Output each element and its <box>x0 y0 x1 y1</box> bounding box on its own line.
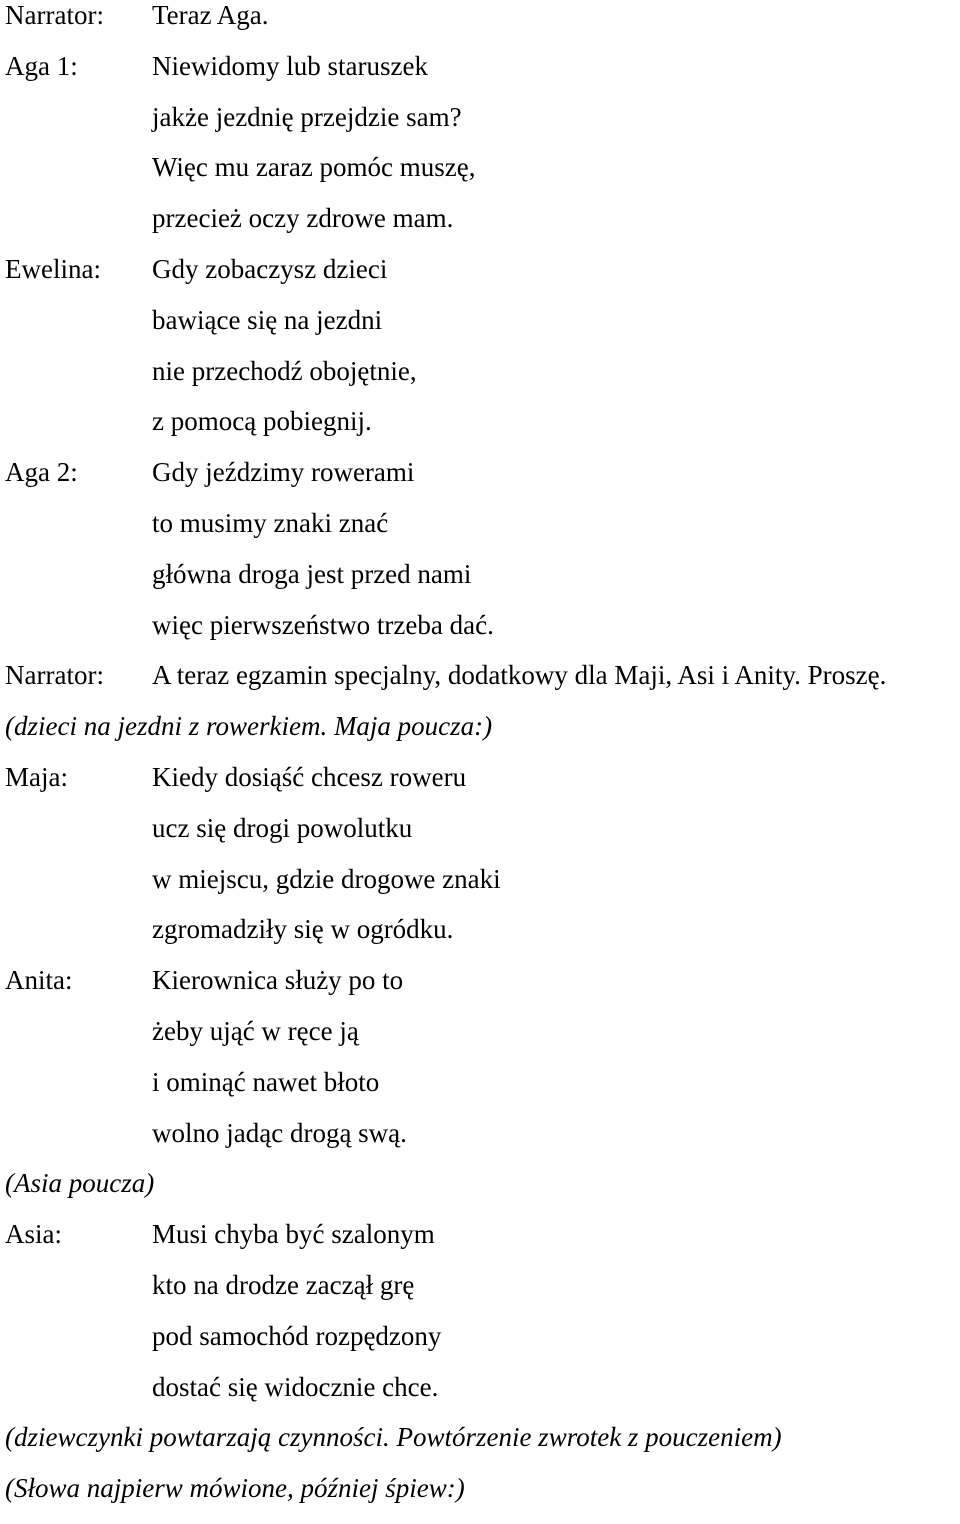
line-text: Gdy jeździmy rowerami <box>152 457 415 488</box>
script-line <box>5 457 955 508</box>
script-line <box>5 305 955 356</box>
script-line <box>5 102 955 153</box>
script-line <box>5 406 955 457</box>
speaker-label: Anita: <box>5 965 73 996</box>
line-text: więc pierwszeństwo trzeba dać. <box>152 609 494 640</box>
line-text: Teraz Aga. <box>152 0 269 30</box>
speaker-label: Aga 1: <box>5 50 78 81</box>
line-text: ucz się drogi powolutku <box>152 812 413 843</box>
line-text: Gdy zobaczysz dzieci <box>152 253 388 284</box>
stage-direction-line <box>5 1168 955 1219</box>
stage-direction-line <box>5 711 955 762</box>
speaker-label: Asia: <box>5 1219 62 1250</box>
script-line <box>5 1219 955 1270</box>
speaker-label: Aga 2: <box>5 457 78 488</box>
line-text: kto na drodze zaczął grę <box>152 1269 415 1300</box>
line-text: w miejscu, gdzie drogowe znaki <box>152 863 501 894</box>
script-line <box>5 1270 955 1321</box>
line-text: jakże jezdnię przejdzie sam? <box>152 101 462 132</box>
script-line <box>5 152 955 203</box>
line-text: Niewidomy lub staruszek <box>152 50 428 81</box>
stage-direction: (dzieci na jezdni z rowerkiem. Maja poucza:) <box>5 711 493 742</box>
speaker-label: Maja: <box>5 761 68 792</box>
speaker-label: Ewelina: <box>5 253 101 284</box>
speaker-label: Narrator: <box>5 0 104 30</box>
line-text: A teraz egzamin specjalny, dodatkowy dla Maji, Asi i Anity. Proszę. <box>152 660 887 691</box>
script-line <box>5 559 955 610</box>
script-line <box>5 51 955 102</box>
line-text: Więc mu zaraz pomóc muszę, <box>152 152 476 183</box>
stage-direction: (Słowa najpierw mówione, później śpiew:) <box>5 1473 465 1504</box>
line-text: nie przechodź obojętnie, <box>152 355 417 386</box>
stage-direction: (Asia poucza) <box>5 1168 155 1199</box>
script-line <box>5 610 955 661</box>
script-line <box>5 660 955 711</box>
script-line <box>5 762 955 813</box>
line-text: i ominąć nawet błoto <box>152 1066 380 1097</box>
script-line <box>5 914 955 965</box>
stage-direction-line <box>5 1422 955 1473</box>
line-text: pod samochód rozpędzony <box>152 1320 442 1351</box>
script-line <box>5 356 955 407</box>
script-line <box>5 864 955 915</box>
script-line <box>5 813 955 864</box>
stage-direction: (dziewczynki powtarzają czynności. Powtórzenie zwrotek z pouczeniem) <box>5 1422 782 1453</box>
script-line <box>5 508 955 559</box>
script-line <box>5 254 955 305</box>
script-line <box>5 1016 955 1067</box>
line-text: Kiedy dosiąść chcesz roweru <box>152 761 467 792</box>
line-text: bawiące się na jezdni <box>152 304 383 335</box>
line-text: Musi chyba być szalonym <box>152 1219 435 1250</box>
line-text: z pomocą pobiegnij. <box>152 406 372 437</box>
script-line <box>5 1372 955 1423</box>
script-line <box>5 0 955 51</box>
script-line <box>5 965 955 1016</box>
line-text: dostać się widocznie chce. <box>152 1371 439 1402</box>
line-text: to musimy znaki znać <box>152 507 389 538</box>
line-text: przecież oczy zdrowe mam. <box>152 203 454 234</box>
script-line <box>5 1321 955 1372</box>
speaker-label: Narrator: <box>5 660 104 691</box>
line-text: zgromadziły się w ogródku. <box>152 914 454 945</box>
line-text: Kierownica służy po to <box>152 965 404 996</box>
line-text: główna droga jest przed nami <box>152 558 472 589</box>
script-line <box>5 1067 955 1118</box>
line-text: żeby ująć w ręce ją <box>152 1015 359 1046</box>
script-line <box>5 203 955 254</box>
script-document <box>5 0 955 1524</box>
stage-direction-line <box>5 1473 955 1524</box>
line-text: wolno jadąc drogą swą. <box>152 1117 407 1148</box>
script-line <box>5 1118 955 1169</box>
